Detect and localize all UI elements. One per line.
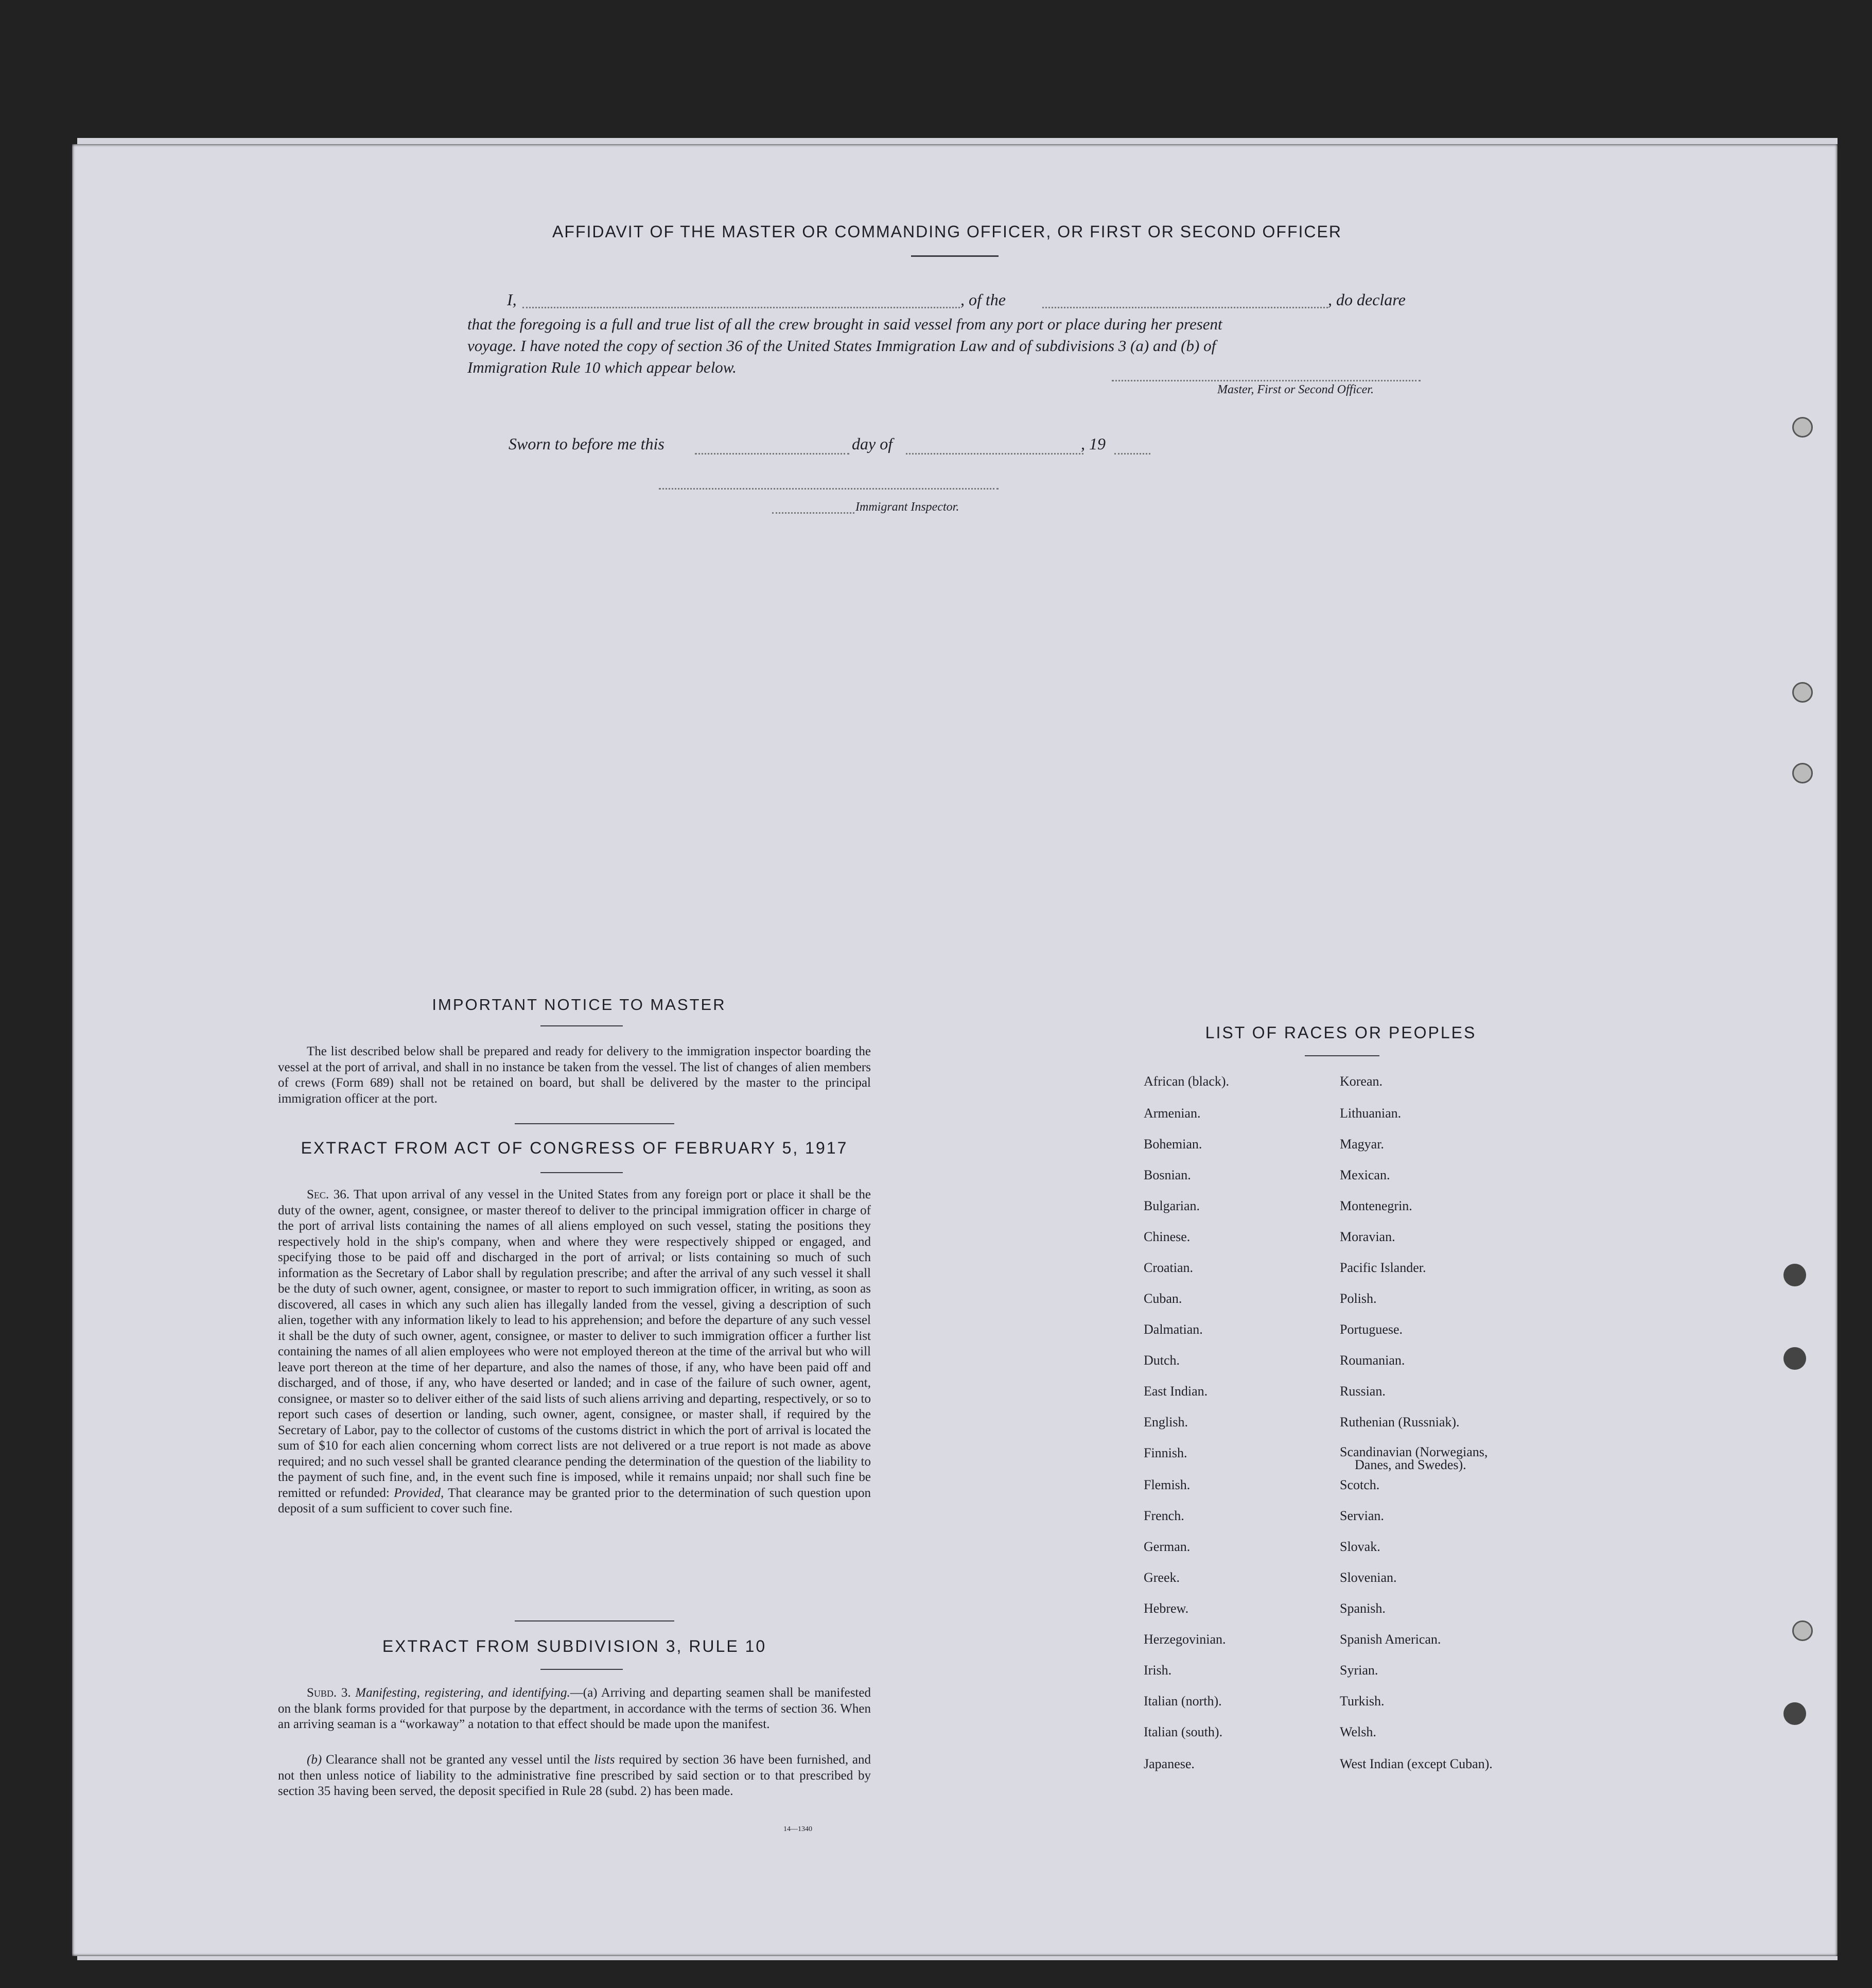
race-item: Bohemian. bbox=[1144, 1137, 1202, 1152]
race-item: West Indian (except Cuban). bbox=[1340, 1756, 1493, 1771]
divider bbox=[911, 255, 999, 257]
race-item: Croatian. bbox=[1144, 1260, 1194, 1275]
notice-title: IMPORTANT NOTICE TO MASTER bbox=[432, 996, 726, 1014]
race-item: French. bbox=[1144, 1508, 1184, 1523]
provided-word: Provided, bbox=[394, 1486, 444, 1500]
binder-hole bbox=[1783, 1264, 1806, 1286]
race-item: Polish. bbox=[1340, 1291, 1377, 1306]
sworn-text: Sworn to before me this bbox=[509, 434, 664, 453]
binder-hole bbox=[1783, 1702, 1806, 1725]
race-item: Spanish American. bbox=[1340, 1632, 1441, 1647]
race-item: English. bbox=[1144, 1415, 1188, 1429]
race-item: Flemish. bbox=[1144, 1477, 1191, 1492]
form-number: 14—1340 bbox=[783, 1825, 812, 1833]
race-item: Italian (north). bbox=[1144, 1694, 1222, 1708]
race-item: Dutch. bbox=[1144, 1353, 1180, 1368]
races-title: LIST OF RACES OR PEOPLES bbox=[1205, 1023, 1477, 1042]
sworn-day-field[interactable] bbox=[695, 453, 849, 455]
race-item: Armenian. bbox=[1144, 1106, 1201, 1121]
binder-hole bbox=[1783, 1347, 1806, 1370]
affidavit-line-3: voyage. I have noted the copy of section 36 of the United States Immigration Law and of subdivisions 3 (a) and (b) of bbox=[467, 337, 1216, 355]
sec-label: Sec. 36. bbox=[307, 1188, 349, 1201]
lists-word: lists bbox=[594, 1753, 615, 1767]
race-item: Roumanian. bbox=[1340, 1353, 1405, 1368]
inspector-signature-field[interactable] bbox=[659, 488, 999, 490]
affidavit-of-the: , of the bbox=[960, 290, 1006, 309]
binder-hole bbox=[1792, 682, 1813, 703]
subd-label: Subd. 3. bbox=[307, 1686, 351, 1700]
race-item: Korean. bbox=[1340, 1074, 1383, 1089]
divider bbox=[540, 1172, 623, 1173]
notice-text: The list described below shall be prepared and ready for delivery to the immigration inspector boarding the vessel at the port of arrival, and shall in no instance be taken from the vessel. The list of changes of alien members of crews (Form 689) shall not be retained on board, but shall be delivered by the master to the principal immigration officer at the port. bbox=[278, 1044, 871, 1106]
affidavit-line-2: that the foregoing is a full and true list of all the crew brought in said vessel from any port or place during her present bbox=[467, 315, 1222, 333]
binder-hole bbox=[1792, 763, 1813, 783]
binder-hole bbox=[1792, 417, 1813, 438]
name-field[interactable] bbox=[522, 307, 960, 308]
race-item: Dalmatian. bbox=[1144, 1322, 1203, 1337]
affidavit-title: AFFIDAVIT OF THE MASTER OR COMMANDING OFFICER, OR FIRST OR SECOND OFFICER bbox=[552, 222, 1342, 241]
race-item: Slovak. bbox=[1340, 1539, 1380, 1554]
affidavit-do-declare: , do declare bbox=[1328, 290, 1406, 309]
race-item: Lithuanian. bbox=[1340, 1106, 1402, 1121]
extract-act-title: EXTRACT FROM ACT OF CONGRESS OF FEBRUARY 5, 1917 bbox=[301, 1139, 848, 1157]
race-item: Cuban. bbox=[1144, 1291, 1182, 1306]
race-item: Finnish. bbox=[1144, 1445, 1187, 1460]
inspector-label: Immigrant Inspector. bbox=[855, 500, 959, 514]
officer-signature-field[interactable] bbox=[1112, 380, 1421, 381]
inspector-signature-line bbox=[772, 512, 854, 514]
section-36-text bbox=[278, 1187, 871, 1517]
race-item: Moravian. bbox=[1340, 1229, 1395, 1244]
race-item: Servian. bbox=[1340, 1508, 1384, 1523]
sec-text-after: That clearance may be granted prior to the determination of such question upon deposit of a sum sufficient to cover such fine. bbox=[278, 1486, 871, 1515]
race-item: Montenegrin. bbox=[1340, 1198, 1412, 1213]
race-item: Syrian. bbox=[1340, 1663, 1378, 1678]
race-item: Portuguese. bbox=[1340, 1322, 1403, 1337]
para-a-text: —(a) Arriving and departing seamen shall be manifested on the blank forms provided for that purpose by the department, in accordance with the terms of section 36. When an arriving seaman is a “workaway” a notation to that effect should be made upon the manifest. bbox=[278, 1686, 871, 1731]
race-scandinavian-cont: Danes, and Swedes). bbox=[1355, 1457, 1466, 1472]
race-item: Bosnian. bbox=[1144, 1167, 1191, 1182]
signature-label: Master, First or Second Officer. bbox=[1217, 383, 1374, 396]
divider bbox=[515, 1123, 674, 1124]
race-item: Mexican. bbox=[1340, 1167, 1390, 1182]
race-item: Irish. bbox=[1144, 1663, 1172, 1678]
day-of-text: day of bbox=[852, 434, 893, 453]
race-item: Japanese. bbox=[1144, 1756, 1195, 1771]
race-item: Scandinavian (Norwegians, bbox=[1340, 1444, 1488, 1459]
race-item: Italian (south). bbox=[1144, 1724, 1223, 1739]
affidavit-line-4: Immigration Rule 10 which appear below. bbox=[467, 358, 737, 376]
divider bbox=[540, 1025, 623, 1026]
race-item: Hebrew. bbox=[1144, 1601, 1189, 1616]
race-item: Pacific Islander. bbox=[1340, 1260, 1426, 1275]
binder-hole bbox=[1792, 1620, 1813, 1641]
rule-para-a bbox=[278, 1685, 871, 1733]
year-prefix: , 19 bbox=[1081, 434, 1106, 453]
sworn-year-field[interactable] bbox=[1114, 453, 1150, 455]
affidavit-i: I, bbox=[507, 290, 517, 309]
race-item: Slovenian. bbox=[1340, 1570, 1397, 1585]
sworn-month-field[interactable] bbox=[906, 453, 1083, 455]
para-b-text-1: Clearance shall not be granted any vessel until the bbox=[325, 1753, 590, 1767]
para-b-text-2: required by section 36 have been furnished, and not then unless notice of liability to the administrative fine prescribed by said section or to that prescribed by section 35 having been served, the deposit specified in Rule 28 (subd. 2) has been made. bbox=[278, 1753, 871, 1798]
race-item: Turkish. bbox=[1340, 1694, 1385, 1708]
extract-rule-title: EXTRACT FROM SUBDIVISION 3, RULE 10 bbox=[382, 1637, 767, 1655]
race-item: Scotch. bbox=[1340, 1477, 1380, 1492]
race-item: Magyar. bbox=[1340, 1137, 1384, 1152]
divider bbox=[1305, 1055, 1379, 1056]
sec-text-before: That upon arrival of any vessel in the United States from any foreign port or place it shall be the duty of the owner, agent, consignee, or master thereof to deliver to the principal immigration officer in charge of the port of arrival lists containing the names of all aliens employed on such vessel, stating the positions they respectively hold in the ship's company, when and where they were respectively shipped or engaged, and specifying those to be paid off and discharged in the port of arrival; or lists containing so much of such information as the Secretary of Labor shall by regulation prescribe; and after the arrival of any such vessel it shall be the duty of such owner, agent, consignee, or master to report to such immigration officer, in writing, as soon as discovered, all cases in which any such alien has illegally landed from the vessel, giving a description of such alien, together with any information likely to lead to his apprehension; and before the departure of any such vessel it shall be the duty of such owner, agent, consignee, or master to deliver to such immigration officer a further list containing the names of all alien employees who were not employed thereon at the time of the arrival but who will leave port thereon at the time of her departure, and also the names of those, if any, who have been paid off and discharged, and of those, if any, who have deserted or landed; and in case of the failure of such owner, agent, consignee, or master so to deliver either of the said lists of such aliens arriving and departing, respectively, or so to report such cases of desertion or landing, such owner, agent, consignee, or master shall, if required by the Secretary of Labor, pay to the collector of customs of the customs district in which the port of arrival is located the sum of $10 for each alien concerning whom correct lists are not delivered or a true report is not made as above required; and no such vessel shall be granted clearance pending the determination of the question of the liability to the payment of such fine, and, in the event such fine is imposed, while it remains unpaid; nor shall such fine be remitted or refunded: bbox=[278, 1188, 871, 1500]
rule-para-b bbox=[278, 1752, 871, 1800]
race-item: Bulgarian. bbox=[1144, 1198, 1200, 1213]
race-item: Herzegovinian. bbox=[1144, 1632, 1226, 1647]
race-item: Chinese. bbox=[1144, 1229, 1191, 1244]
para-b-label: (b) bbox=[307, 1753, 322, 1767]
race-item: Greek. bbox=[1144, 1570, 1180, 1585]
race-item: Ruthenian (Russniak). bbox=[1340, 1415, 1460, 1429]
vessel-field[interactable] bbox=[1042, 307, 1328, 308]
race-item: African (black). bbox=[1144, 1074, 1230, 1089]
subd-italic: Manifesting, registering, and identifying. bbox=[355, 1686, 570, 1700]
race-item: East Indian. bbox=[1144, 1384, 1208, 1399]
race-item: German. bbox=[1144, 1539, 1191, 1554]
race-item: Spanish. bbox=[1340, 1601, 1386, 1616]
divider bbox=[515, 1620, 674, 1621]
race-item: Welsh. bbox=[1340, 1724, 1376, 1739]
divider bbox=[540, 1669, 623, 1670]
race-item: Russian. bbox=[1340, 1384, 1386, 1399]
